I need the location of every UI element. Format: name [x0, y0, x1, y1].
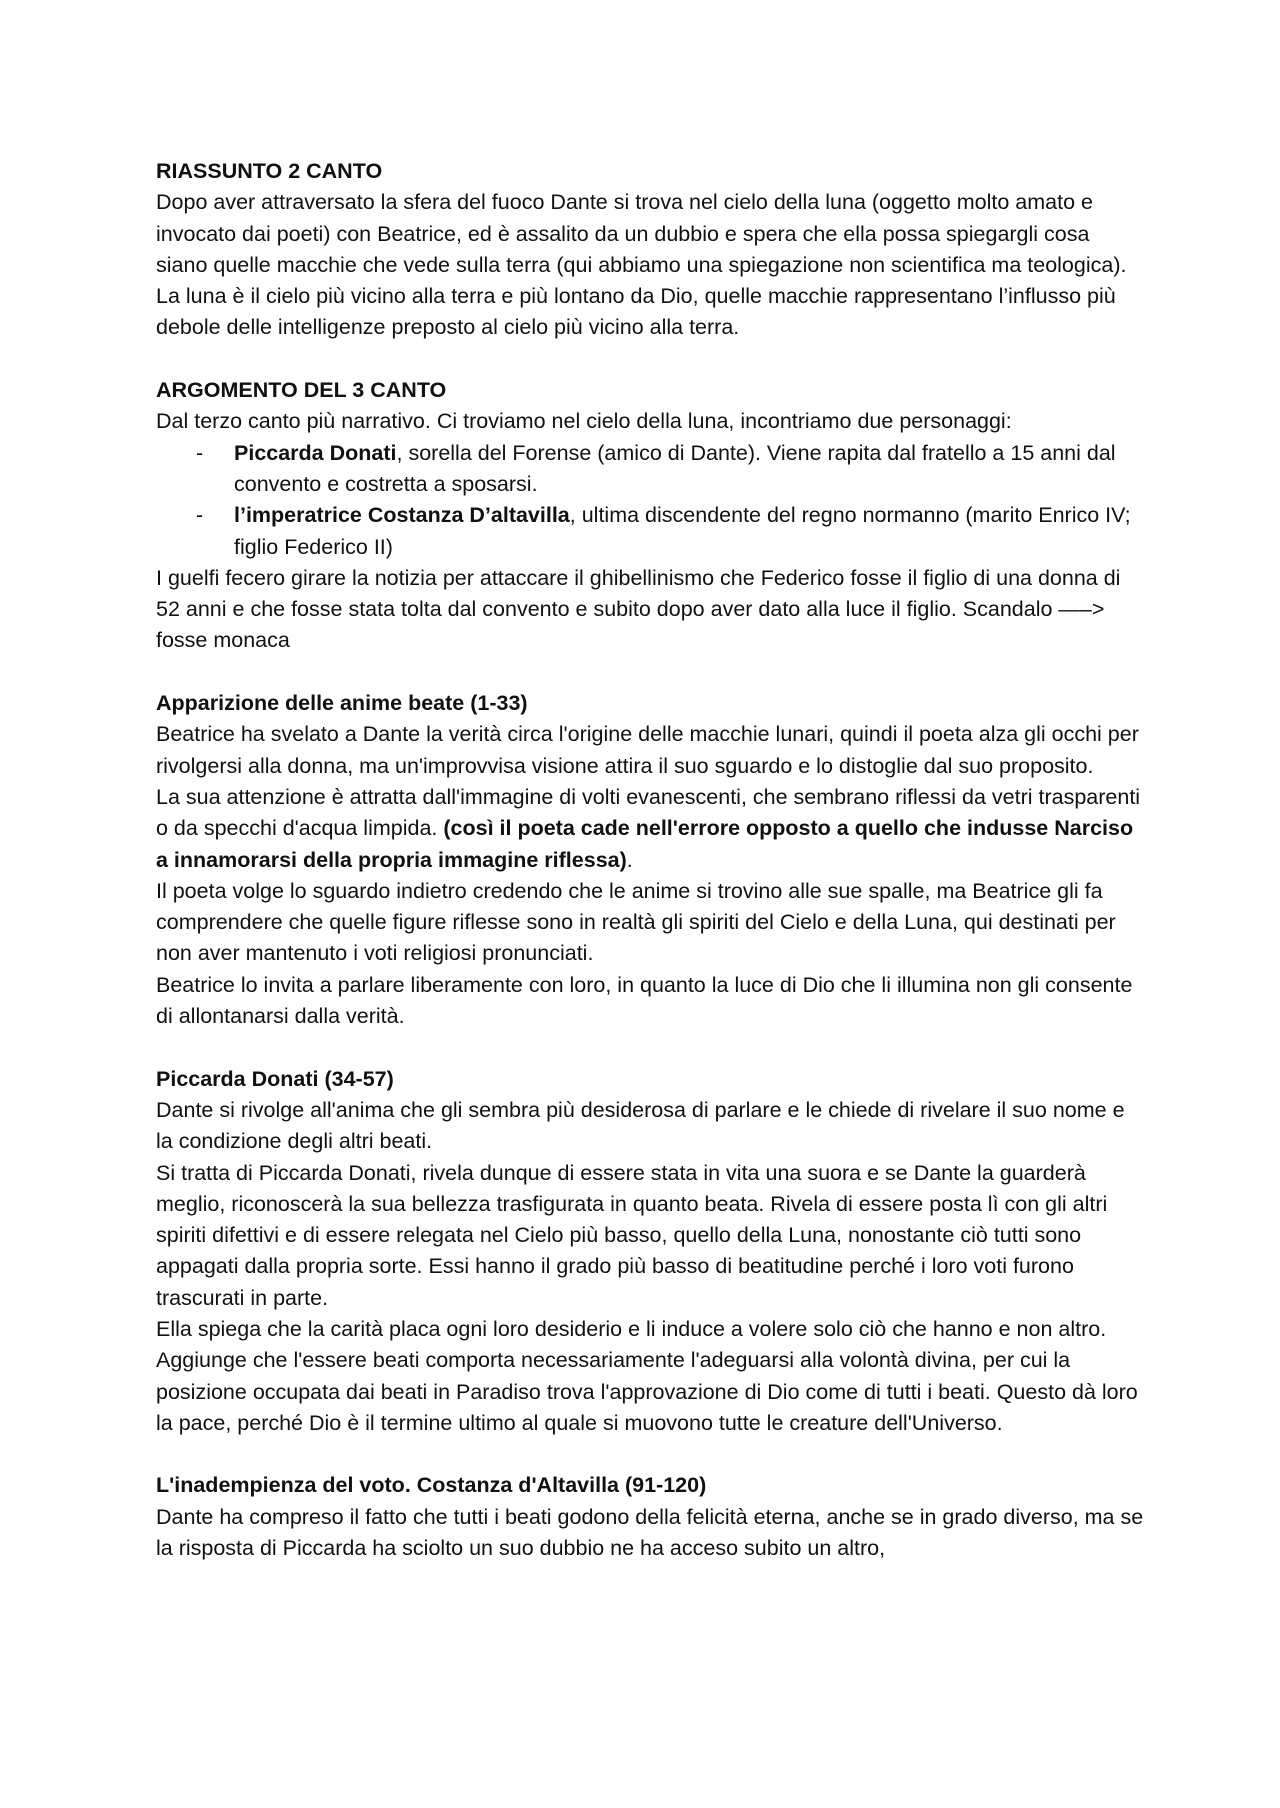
section-riassunto-2-canto	[156, 156, 1146, 344]
paragraph: I guelfi fecero girare la notizia per attaccare il ghibellinismo che Federico fosse il figlio di una donna di 52 anni e che fosse stata tolta dal convento e subito dopo aver dato alla luce il figlio. Scandalo —–> fosse monaca	[156, 565, 1121, 653]
section-heading: Apparizione delle anime beate (1-33)	[156, 691, 528, 716]
character-name: Piccarda Donati	[234, 440, 397, 465]
section-costanza-altavilla	[156, 1470, 1146, 1564]
paragraph: Dante ha compreso il fatto che tutti i beati godono della felicità eterna, anche se in grado diverso, ma se la risposta di Piccarda ha sciolto un suo dubbio ne ha acceso subito un altro,	[156, 1504, 1144, 1561]
paragraph: Beatrice ha svelato a Dante la verità circa l'origine delle macchie lunari, quindi il poeta alza gli occhi per rivolgersi alla donna, ma un'improvvisa visione attira il suo sguardo e lo distoglie dal suo proposito.	[156, 722, 1139, 778]
section-apparizione-anime-beate	[156, 688, 1146, 1032]
section-heading: ARGOMENTO DEL 3 CANTO	[156, 378, 447, 403]
list-item-text: , sorella del Forense (amico di Dante). Viene rapita dal fratello a 15 anni dal convento e costretta a sposarsi.	[234, 440, 1116, 496]
list-item	[196, 500, 1146, 563]
list-item-text: , ultima discendente del regno normanno (marito Enrico IV; figlio Federico II)	[234, 503, 1131, 559]
bold-note: (così il poeta cade nell'errore opposto a quello che indusse Narciso a innamorarsi della propria immagine riflessa)	[156, 816, 1134, 872]
list-dash: -	[196, 440, 204, 465]
paragraph: Dal terzo canto più narrativo. Ci troviamo nel cielo della luna, incontriamo due personaggi:	[156, 409, 1012, 434]
section-heading: L'inadempienza del voto. Costanza d'Altavilla (91-120)	[156, 1473, 707, 1498]
paragraph: Beatrice lo invita a parlare liberamente con loro, in quanto la luce di Dio che li illumina non gli consente di allontanarsi dalla verità.	[156, 972, 1133, 1029]
character-list	[156, 438, 1146, 563]
paragraph: Ella spiega che la carità placa ogni loro desiderio e li induce a volere solo ciò che hanno e non altro. Aggiunge che l'essere beati comporta necessariamente l'adeguarsi alla volontà divina, per cui la posizione occupata dai beati in Paradiso trova l'approvazione di Dio come di tutti i beati. Questo dà loro la pace, perché Dio è il termine ultimo al quale si muovono tutte le creature dell'Universo.	[156, 1316, 1138, 1435]
paragraph: La luna è il cielo più vicino alla terra e più lontano da Dio, quelle macchie rappresentano l’influsso più debole delle intelligenze preposto al cielo più vicino alla terra.	[156, 284, 1116, 340]
paragraph: Dopo aver attraversato la sfera del fuoco Dante si trova nel cielo della luna (oggetto molto amato e invocato dai poeti) con Beatrice, ed è assalito da un dubbio e spera che ella possa spiegargli cosa siano quelle macchie che vede sulla terra (qui abbiamo una spiegazione non scientifica ma teologica).	[156, 190, 1127, 277]
list-dash: -	[196, 503, 204, 528]
section-heading: Piccarda Donati (34-57)	[156, 1066, 394, 1091]
paragraph: Si tratta di Piccarda Donati, rivela dunque di essere stata in vita una suora e se Dante la guarderà meglio, riconoscerà la sua bellezza trasfigurata in quanto beata. Rivela di essere posta lì con gli altri spiriti difettivi e di essere relegata nel Cielo più basso, quello della Luna, nonostante ciò tutti sono appagati dalla propria sorte. Essi hanno il grado più basso di beatitudine perché i loro voti furono trascurati in parte.	[156, 1160, 1108, 1310]
character-name: l’imperatrice Costanza D’altavilla	[234, 503, 570, 528]
paragraph-text: .	[626, 847, 633, 872]
section-heading: RIASSUNTO 2 CANTO	[156, 159, 383, 183]
paragraph-text: La sua attenzione è attratta dall'immagine di volti evanescenti, che sembrano riflessi da vetri trasparenti o da specchi d'acqua limpida.	[156, 784, 1141, 841]
paragraph	[156, 782, 1146, 876]
paragraph: Il poeta volge lo sguardo indietro credendo che le anime si trovino alle sue spalle, ma Beatrice gli fa comprendere che quelle figure riflesse sono in realtà gli spiriti del Cielo e della Luna, qui destinati per non aver mantenuto i voti religiosi pronunciati.	[156, 878, 1116, 966]
section-argomento-3-canto	[156, 375, 1146, 657]
section-piccarda-donati	[156, 1064, 1146, 1440]
paragraph: Dante si rivolge all'anima che gli sembra più desiderosa di parlare e le chiede di rivelare il suo nome e la condizione degli altri beati.	[156, 1097, 1125, 1154]
document-page	[156, 156, 1146, 1596]
list-item	[196, 438, 1146, 501]
